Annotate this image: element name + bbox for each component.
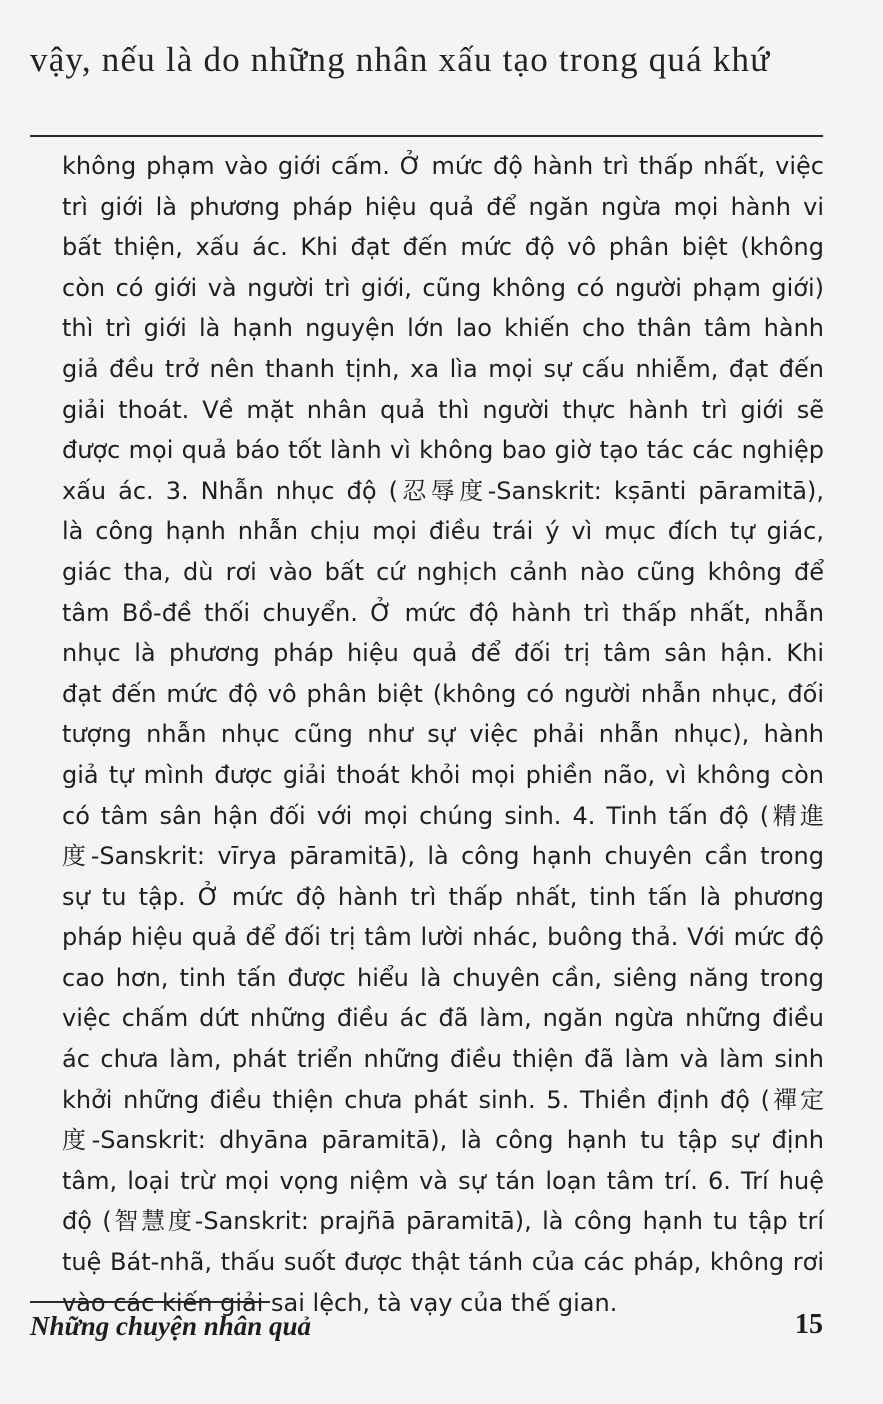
text-line: trì giới là phương pháp hiệu quả để ngăn ngừa mọi hành vi bbox=[62, 192, 824, 221]
text-line: xấu ác. 3. Nhẫn nhục độ (忍辱度-Sanskrit: kṣānti pāramitā), bbox=[62, 476, 824, 505]
text-line: tâm Bồ-đề thối chuyển. Ở mức độ hành trì thấp nhất, nhẫn bbox=[62, 598, 824, 627]
text-line: giải thoát. Về mặt nhân quả thì người thực hành trì giới sẽ bbox=[62, 395, 824, 424]
text-line: giác tha, dù rơi vào bất cứ nghịch cảnh nào cũng không để bbox=[62, 557, 824, 586]
text-line: không phạm vào giới cấm. Ở mức độ hành trì thấp nhất, việc bbox=[62, 152, 824, 180]
text-line: thì trì giới là hạnh nguyện lớn lao khiến cho thân tâm hành bbox=[62, 314, 824, 343]
text-line: đạt đến mức độ vô phân biệt (không có người nhẫn nhục, đối bbox=[62, 679, 824, 708]
text-line: nhục là phương pháp hiệu quả để đối trị tâm sân hận. Khi bbox=[62, 639, 824, 668]
text-line: được mọi quả báo tốt lành vì không bao giờ tạo tác các nghiệp bbox=[62, 436, 824, 465]
text-line: pháp hiệu quả để đối trị tâm lười nhác, buông thả. Với mức độ bbox=[62, 923, 824, 952]
text-line: 度-Sanskrit: dhyāna pāramitā), là công hạnh tu tập sự định bbox=[62, 1126, 824, 1155]
text-line: giả tự mình được giải thoát khỏi mọi phiền não, vì không còn bbox=[62, 760, 824, 789]
text-line: là công hạnh nhẫn chịu mọi điều trái ý vì mục đích tự giác, bbox=[62, 517, 824, 546]
text-line: độ (智慧度-Sanskrit: prajñā pāramitā), là công hạnh tu tập trí bbox=[62, 1207, 824, 1236]
text-line: tâm, loại trừ mọi vọng niệm và sự tán loạn tâm trí. 6. Trí huệ bbox=[62, 1166, 824, 1195]
text-line: tuệ Bát-nhã, thấu suốt được thật tánh của các pháp, không rơi bbox=[62, 1248, 824, 1277]
text-line: việc chấm dứt những điều ác đã làm, ngăn ngừa những điều bbox=[62, 1004, 824, 1033]
header-text-line: vậy, nếu là do những nhân xấu tạo trong quá khứ bbox=[30, 40, 771, 79]
footnote-body bbox=[62, 146, 824, 1323]
text-line: cao hơn, tinh tấn được hiểu là chuyên cần, siêng năng trong bbox=[62, 963, 824, 992]
top-divider bbox=[30, 135, 823, 137]
text-line: ác chưa làm, phát triển những điều thiện đã làm và làm sinh bbox=[62, 1045, 824, 1074]
text-line: giả đều trở nên thanh tịnh, xa lìa mọi sự cấu nhiễm, đạt đến bbox=[62, 354, 824, 383]
text-line: sự tu tập. Ở mức độ hành trì thấp nhất, tinh tấn là phương bbox=[62, 882, 824, 911]
footer-divider bbox=[30, 1301, 270, 1303]
book-title: Những chuyện nhân quả bbox=[30, 1311, 312, 1341]
text-line: có tâm sân hận đối với mọi chúng sinh. 4. Tinh tấn độ (精進 bbox=[62, 801, 824, 830]
text-line: bất thiện, xấu ác. Khi đạt đến mức độ vô phân biệt (không bbox=[62, 233, 824, 262]
page-number: 15 bbox=[795, 1309, 823, 1340]
text-line: vào các kiến giải sai lệch, tà vạy của thế gian. bbox=[62, 1288, 618, 1317]
text-line: còn có giới và người trì giới, cũng không có người phạm giới) bbox=[62, 273, 824, 302]
text-line: 度-Sanskrit: vīrya pāramitā), là công hạnh chuyên cần trong bbox=[62, 842, 824, 871]
text-line: khởi những điều thiện chưa phát sinh. 5. Thiền định độ (禪定 bbox=[62, 1085, 824, 1114]
text-line: tượng nhẫn nhục cũng như sự việc phải nhẫn nhục), hành bbox=[62, 720, 824, 749]
